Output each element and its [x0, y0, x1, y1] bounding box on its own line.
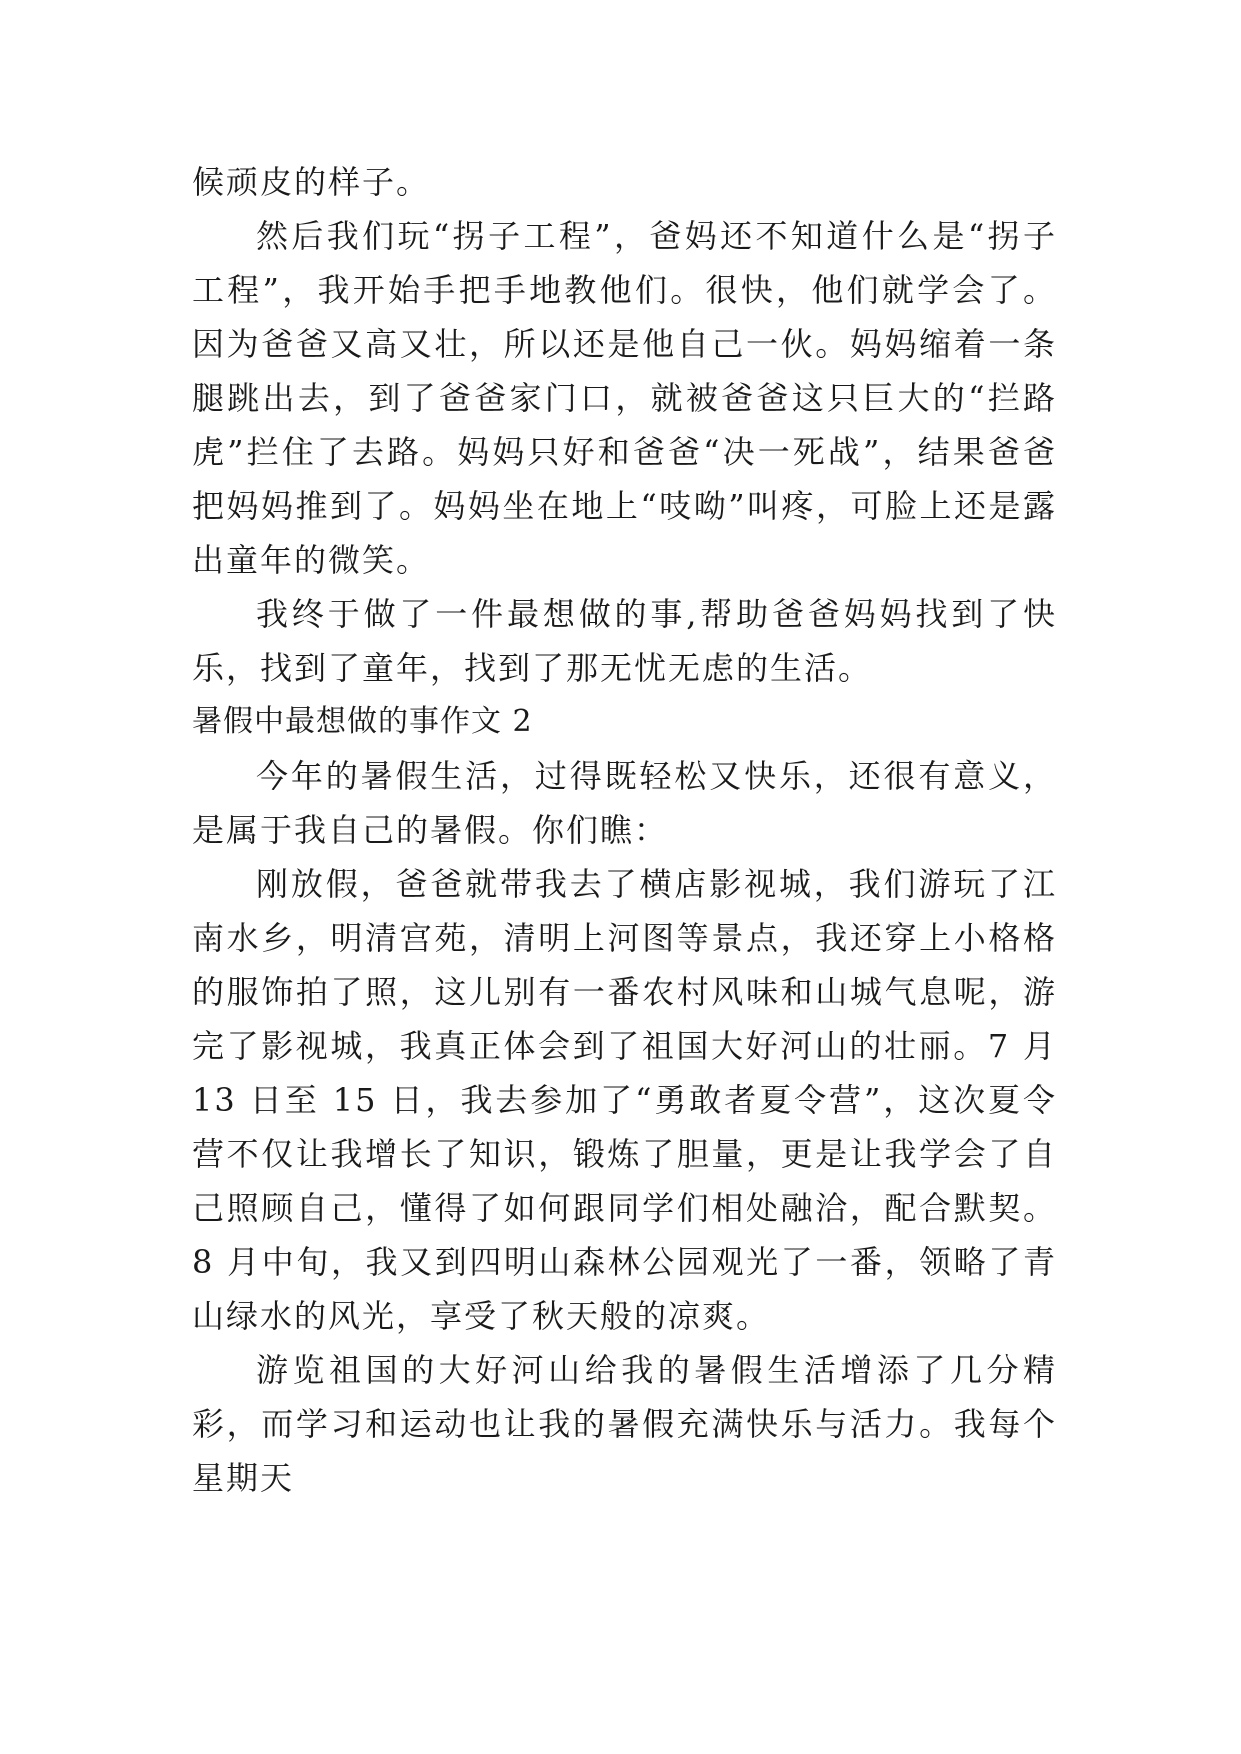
paragraph: 然后我们玩“拐子工程”，爸妈还不知道什么是“拐子工程”，我开始手把手地教他们。很快，他们就学会了。因为爸爸又高又壮，所以还是他自己一伙。妈妈缩着一条腿跳出去，到了爸爸家门口，就被爸爸这只巨大的“拦路虎”拦住了去路。妈妈只好和爸爸“决一死战”，结果爸爸把妈妈推到了。妈妈坐在地上“吱呦”叫疼，可脸上还是露出童年的微笑。: [192, 217, 1057, 579]
paragraph: 游览祖国的大好河山给我的暑假生活增添了几分精彩，而学习和运动也让我的暑假充满快乐与活力。我每个星期天: [192, 1351, 1057, 1497]
section-title: 暑假中最想做的事作文 2: [192, 704, 533, 739]
paragraph: 今年的暑假生活，过得既轻松又快乐，还很有意义，是属于我自己的暑假。你们瞧：: [192, 757, 1057, 849]
document-body: [192, 155, 1057, 1505]
paragraph: 候顽皮的样子。: [192, 163, 431, 201]
paragraph: 刚放假，爸爸就带我去了横店影视城，我们游玩了江南水乡，明清宫苑，清明上河图等景点，我还穿上小格格的服饰拍了照，这儿别有一番农村风味和山城气息呢，游完了影视城，我真正体会到了祖国大好河山的壮丽。7 月 13 日至 15 日，我去参加了“勇敢者夏令营”，这次夏令营不仅让我增长了知识，锻炼了胆量，更是让我学会了自己照顾自己，懂得了如何跟同学们相处融洽，配合默契。8 月中旬，我又到四明山森林公园观光了一番，领略了青山绿水的风光，享受了秋天般的凉爽。: [192, 865, 1057, 1335]
paragraph: 我终于做了一件最想做的事,帮助爸爸妈妈找到了快乐，找到了童年，找到了那无忧无虑的生活。: [192, 595, 1057, 687]
